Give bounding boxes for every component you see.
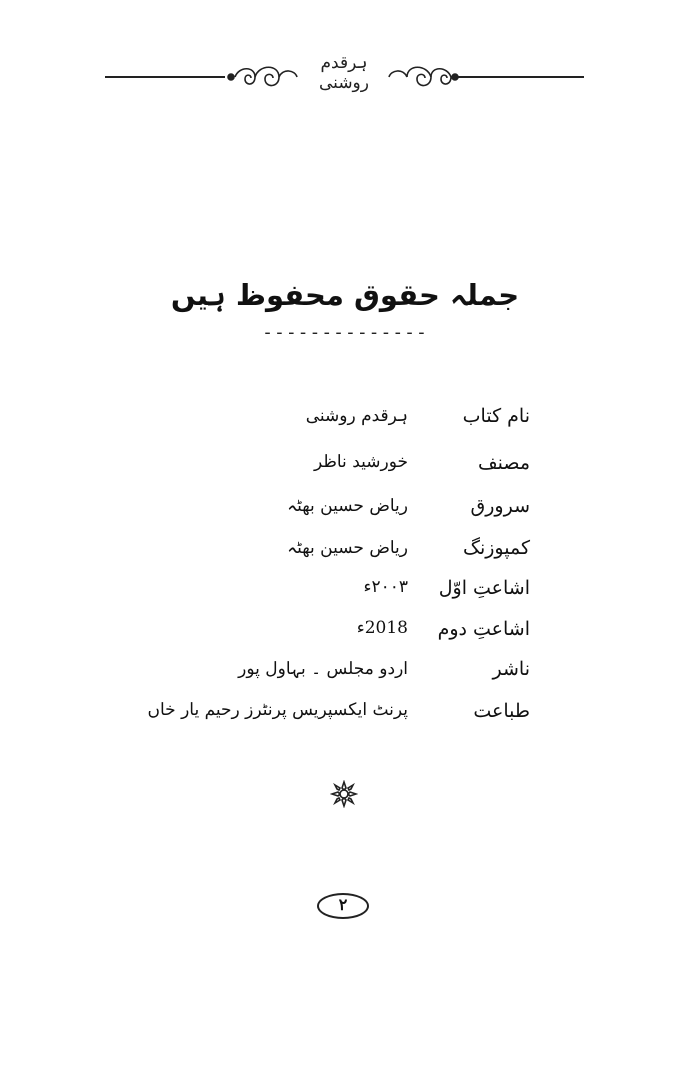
page-number: ۲ xyxy=(338,895,348,914)
detail-row-publisher xyxy=(150,658,530,698)
detail-value: خورشید ناظر xyxy=(313,452,408,472)
running-title: ہرقدم روشنی xyxy=(319,53,369,93)
detail-value: ریاض حسین بھٹہ xyxy=(287,538,408,558)
detail-label: اشاعتِ دوم xyxy=(437,618,530,640)
flower-ornament-icon xyxy=(330,780,358,808)
header-rule-left xyxy=(105,76,225,78)
detail-label: کمپوزنگ xyxy=(462,537,530,559)
detail-row-second-edition xyxy=(150,618,530,658)
rights-heading: جملہ حقوق محفوظ ہیں xyxy=(170,278,520,312)
detail-value: ریاض حسین بھٹہ xyxy=(287,496,408,516)
detail-value: اردو مجلس ۔ بہاول پور xyxy=(238,659,408,679)
detail-label: مصنف xyxy=(477,452,530,474)
detail-row-book-title xyxy=(150,405,530,445)
detail-row-cover xyxy=(150,495,530,535)
detail-label: سرورق xyxy=(470,495,530,517)
detail-label: طباعت xyxy=(473,700,530,722)
detail-value: 2018ء xyxy=(356,618,408,638)
header-rule-right xyxy=(458,76,584,78)
detail-row-printer xyxy=(147,700,530,740)
detail-row-composing xyxy=(150,537,530,577)
detail-value: پرنٹ ایکسپریس پرنٹرز رحیم یار خاں xyxy=(147,700,408,720)
detail-row-first-edition xyxy=(150,577,530,617)
heading-underline: -------------- xyxy=(262,322,428,343)
detail-label: نام کتاب xyxy=(462,405,530,427)
detail-label: اشاعتِ اوّل xyxy=(438,577,530,599)
detail-value: ۲۰۰۳ء xyxy=(363,577,408,597)
detail-row-author xyxy=(150,452,530,492)
detail-value: ہرقدم روشنی xyxy=(305,406,408,426)
detail-label: ناشر xyxy=(492,658,530,680)
